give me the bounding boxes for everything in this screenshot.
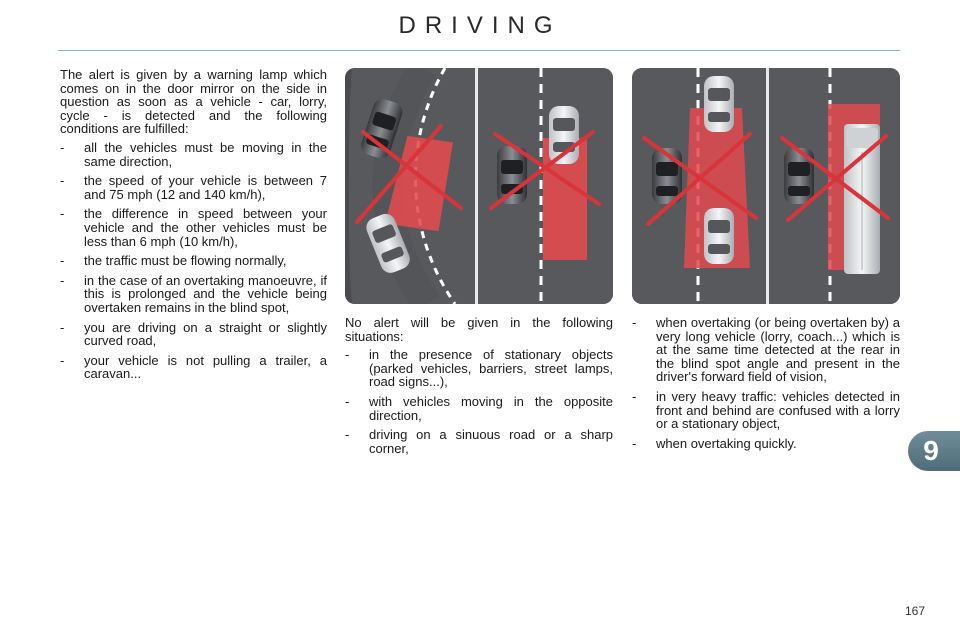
list-item: - your vehicle is not pulling a trailer, a caravan... <box>60 352 327 382</box>
list-item: - in very heavy traffic: vehicles detected in front and behind are confused with a lorry or a stationary object, <box>632 388 900 432</box>
figure-heavy-traffic <box>632 68 900 304</box>
no-alert-intro: No alert will be given in the following situations: <box>345 315 613 344</box>
chapter-number: 9 <box>923 435 939 466</box>
conditions-column <box>60 68 327 387</box>
page-number: 167 <box>905 604 926 618</box>
road-illustration-icon <box>632 68 900 304</box>
no-alert-list-continued <box>632 316 900 450</box>
road-illustration-icon <box>345 68 613 304</box>
list-item: - in the presence of stationary objects (parked vehicles, barriers, street lamps, road signs...), <box>345 347 613 390</box>
no-alert-column-continued <box>632 316 900 456</box>
no-alert-column <box>345 316 613 461</box>
list-item: - when overtaking (or being overtaken by) a very long vehicle (lorry, coach...) which is at the same time detected at the rear in the blind spot angle and present in the driver's forward field of vision, <box>632 315 900 385</box>
list-item: - the traffic must be flowing normally, <box>60 253 287 269</box>
title-divider <box>58 50 900 51</box>
figure-curved-road <box>345 68 613 304</box>
list-item: - when overtaking quickly. <box>632 435 797 451</box>
list-item: - with vehicles moving in the opposite direction, <box>345 393 613 423</box>
list-item: - the difference in speed between your vehicle and the other vehicles must be less than 6 mph (10 km/h), <box>60 206 327 249</box>
list-item: - you are driving on a straight or slightly curved road, <box>60 319 327 349</box>
list-item: - driving on a sinuous road or a sharp corner, <box>345 427 613 456</box>
list-item: - the speed of your vehicle is between 7 and 75 mph (12 and 140 km/h), <box>60 173 327 202</box>
page-title: DRIVING <box>398 12 562 39</box>
conditions-list <box>60 141 327 381</box>
no-alert-list <box>345 348 613 455</box>
list-item: - all the vehicles must be moving in the same direction, <box>60 139 327 169</box>
conditions-intro: The alert is given by a warning lamp which comes on in the door mirror on the side in question as soon as a vehicle - car, lorry, cycle - is detected and the following conditions are fulfilled: <box>60 67 327 137</box>
list-item: - in the case of an overtaking manoeuvre, if this is prolonged and the vehicle being overtaken remains in the blind spot, <box>60 272 327 315</box>
